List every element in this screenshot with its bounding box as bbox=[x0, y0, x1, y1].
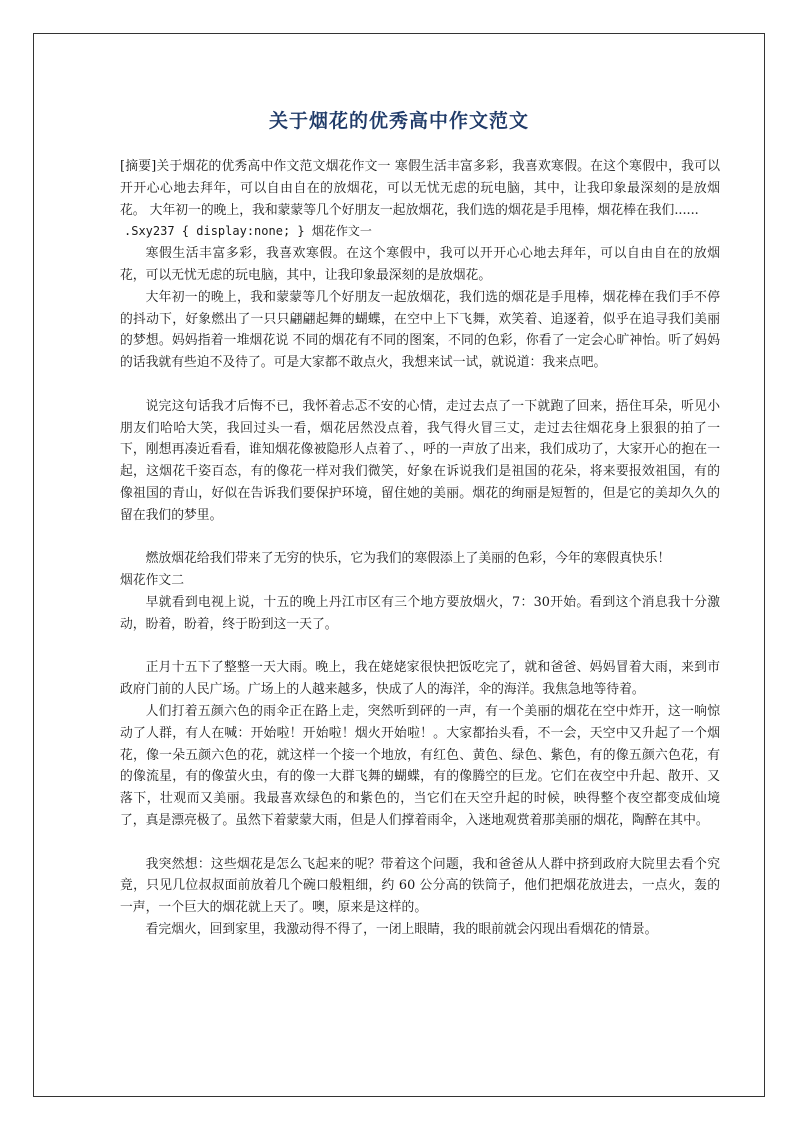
document-body bbox=[120, 156, 720, 941]
paragraph-9: 看完烟火，回到家里，我激动得不得了，一闭上眼睛，我的眼前就会闪现出看烟花的情景。 bbox=[145, 921, 658, 937]
paragraph-5: 早就看到电视上说，十五的晚上丹江市区有三个地方要放烟火，7：30开始。看到这个消息我十分激动，盼着，盼着，终于盼到这一天了。 bbox=[120, 594, 720, 632]
document-page bbox=[33, 33, 765, 1097]
paragraph-4: 燃放烟花给我们带来了无穷的快乐，它为我们的寒假添上了美丽的色彩，今年的寒假真快乐！ bbox=[145, 551, 671, 567]
paragraph-3: 说完这句话我才后悔不已，我怀着忐忑不安的心情，走过去点了一下就跑了回来，捂住耳朵，听见小朋友们哈哈大笑，我回过头一看，烟花居然没点着，我气得火冒三丈，走过去往烟花身上狠狠的拍了一下，刚想再凑近看看，谁知烟花像被隐形人点着了、，呼的一声放了出来，我们成功了，大家开心的抱在一起，这烟花千姿百态，有的像花一样对我们微笑，好象在诉说我们是祖国的花朵，将来要报效祖国，有的像祖国的青山，好似在告诉我们要保护环境，留住她的美丽。烟花的绚丽是短暂的，但是它的美却久久的留在我们的梦里。 bbox=[120, 398, 720, 523]
spacer bbox=[120, 527, 720, 549]
section-heading-2: 烟花作文二 bbox=[120, 573, 184, 589]
paragraph-8: 我突然想：这些烟花是怎么飞起来的呢？带着这个问题，我和爸爸从人群中挤到政府大院里去看个究竟，只见几位叔叔面前放着几个碗口般粗细，约 60 公分高的铁筒子，他们把烟花放进去，一点火，轰的一声，一个巨大的烟花就上天了。噢，原来是这样的。 bbox=[120, 856, 720, 916]
spacer bbox=[120, 636, 720, 658]
document-title: 关于烟花的优秀高中作文范文 bbox=[268, 110, 529, 132]
paragraph-7: 人们打着五颜六色的雨伞正在路上走，突然听到砰的一声，有一个美丽的烟花在空中炸开，这一响惊动了人群，有人在喊：开始啦！开始啦！烟火开始啦！。大家都抬头看，不一会，天空中又升起了一个烟花，像一朵五颜六色的花，就这样一个接一个地放，有红色、黄色、绿色、紫色，有的像五颜六色花，有的像流星，有的像萤火虫，有的像一大群飞舞的蝴蝶，有的像腾空的巨龙。它们在夜空中升起、散开、又落下，壮观而又美丽。我最喜欢绿色的和紫色的，当它们在天空升起的时候，映得整个夜空都变成仙境了，真是漂亮极了。虽然下着蒙蒙大雨，但是人们撑着雨伞，入迷地观赏着那美丽的烟花，陶醉在其中。 bbox=[120, 703, 720, 828]
paragraph-1: 寒假生活丰富多彩，我喜欢寒假。在这个寒假中，我可以开开心心地去拜年，可以自由自在的放烟花，可以无忧无虑的玩电脑，其中，让我印象最深刻的是放烟花。 bbox=[120, 246, 720, 283]
spacer bbox=[120, 374, 720, 396]
paragraph-2: 大年初一的晚上，我和蒙蒙等几个好朋友一起放烟花，我们选的烟花是手甩棒，烟花棒在我们手不停的抖动下，好象燃出了一只只翩翩起舞的蝴蝶，在空中上下飞舞，欢笑着、追逐着，似乎在追寻我们美丽的梦想。妈妈指着一堆烟花说 不同的烟花有不同的图案，不同的色彩，你看了一定会心旷神怡。听了妈妈的话我就有些迫不及待了。可是大家都不敢点火，我想来试一试，就说道：我来点吧。 bbox=[120, 289, 720, 371]
paragraph-6: 正月十五下了整整一天大雨。晚上，我在姥姥家很快把饭吃完了，就和爸爸、妈妈冒着大雨，来到市政府门前的人民广场。广场上的人越来越多，快成了人的海洋，伞的海洋。我焦急地等待着。 bbox=[120, 660, 720, 698]
spacer bbox=[120, 832, 720, 854]
css-residue-line: .Sxy237 { display:none; } 烟花作文一 bbox=[124, 224, 372, 239]
abstract-paragraph: [摘要]关于烟花的优秀高中作文范文烟花作文一 寒假生活丰富多彩，我喜欢寒假。在这个寒假中，我可以开开心心地去拜年，可以自由自在的放烟花，可以无忧无虑的玩电脑，其中，让我印象最深刻的是放烟花。 大年初一的晚上，我和蒙蒙等几个好朋友一起放烟花，我们选的烟花是手甩棒，烟花棒在我们...... bbox=[120, 159, 720, 218]
